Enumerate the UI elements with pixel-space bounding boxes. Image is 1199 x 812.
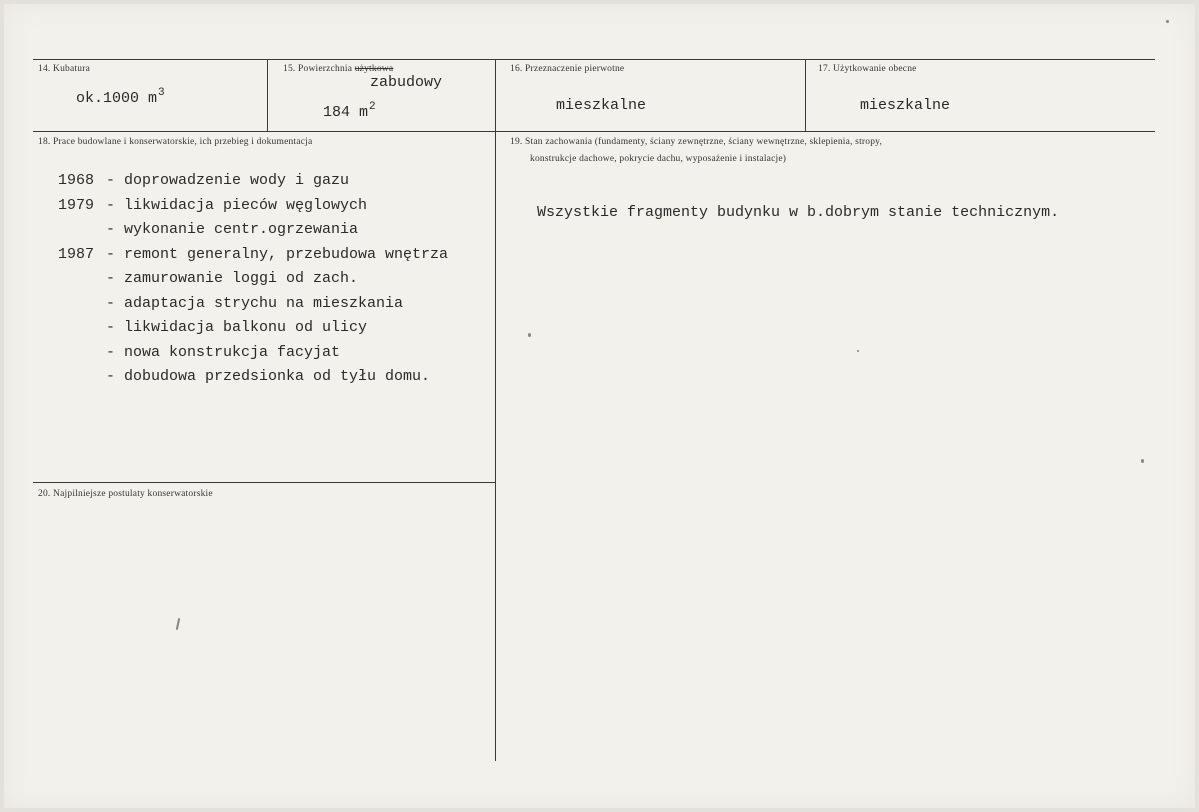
work-entry-text: - remont generalny, przebudowa wnętrza <box>106 245 449 263</box>
field-15-value-line2 <box>323 101 376 121</box>
field-20-label: 20. Najpilniejsze postulaty konserwatorskie <box>38 489 213 499</box>
work-entry-text: - zamurowanie loggi od zach. <box>106 270 359 287</box>
work-entry-text: - dobudowa przedsionka od tyłu domu. <box>106 368 431 385</box>
work-entry-year: 1968 <box>58 172 95 189</box>
column-divider-3 <box>805 59 806 131</box>
work-entry-year: 1987 <box>58 245 95 263</box>
field-17-value: mieszkalne <box>860 97 951 114</box>
paper-speck <box>1141 459 1144 463</box>
paper-speck <box>528 333 531 337</box>
row-divider <box>33 131 1155 132</box>
field-17-label: 17. Użytkowanie obecne <box>818 64 917 74</box>
work-entry-text: - wykonanie centr.ogrzewania <box>106 221 359 238</box>
field-15-struck-word: użytkowa <box>354 64 394 74</box>
work-entry-text: - adaptacja strychu na mieszkania <box>106 294 404 312</box>
work-entry-text: - nowa konstrukcja facyjat <box>106 343 341 361</box>
work-entry-text: - likwidacja balkonu od ulicy <box>106 319 368 336</box>
work-entry-text: - doprowadzenie wody i gazu <box>106 172 350 189</box>
paper-speck <box>1166 20 1169 23</box>
field-14-value-text: ok.1000 m <box>76 90 158 107</box>
work-entry-year: 1979 <box>58 196 95 214</box>
paper-speck <box>857 350 859 352</box>
field-16-label: 16. Przeznaczenie pierwotne <box>510 64 625 74</box>
column-divider-1 <box>267 59 268 131</box>
field-15-unit-sup: 2 <box>369 101 376 113</box>
field-19-value: Wszystkie fragmenty budynku w b.dobrym stanie technicznym. <box>537 204 1060 221</box>
field-19-label-line2: konstrukcje dachowe, pokrycie dachu, wyposażenie i instalacje) <box>530 154 787 164</box>
field-14-label: 14. Kubatura <box>38 64 90 74</box>
work-entry-text: - likwidacja pieców węglowych <box>106 196 368 214</box>
field-15-label-text: 15. Powierzchnia <box>283 64 353 74</box>
top-rule <box>33 59 1155 60</box>
field-19-label-line1: 19. Stan zachowania (fundamenty, ściany zewnętrzne, ściany wewnętrzne, sklepienia, stropy, <box>510 137 883 147</box>
field-15-value-line1: zabudowy <box>370 74 443 91</box>
field-14-unit-sup: 3 <box>158 87 165 99</box>
column-divider-2 <box>495 59 496 761</box>
field-15-value-text: 184 m <box>323 104 369 121</box>
field-18-label: 18. Prace budowlane i konserwatorskie, ich przebieg i dokumentacja <box>38 137 313 147</box>
field-15-label <box>283 64 393 74</box>
paper-speck <box>176 618 180 630</box>
field-20-divider <box>33 482 495 483</box>
field-14-value <box>76 87 165 107</box>
field-16-value: mieszkalne <box>556 97 647 114</box>
